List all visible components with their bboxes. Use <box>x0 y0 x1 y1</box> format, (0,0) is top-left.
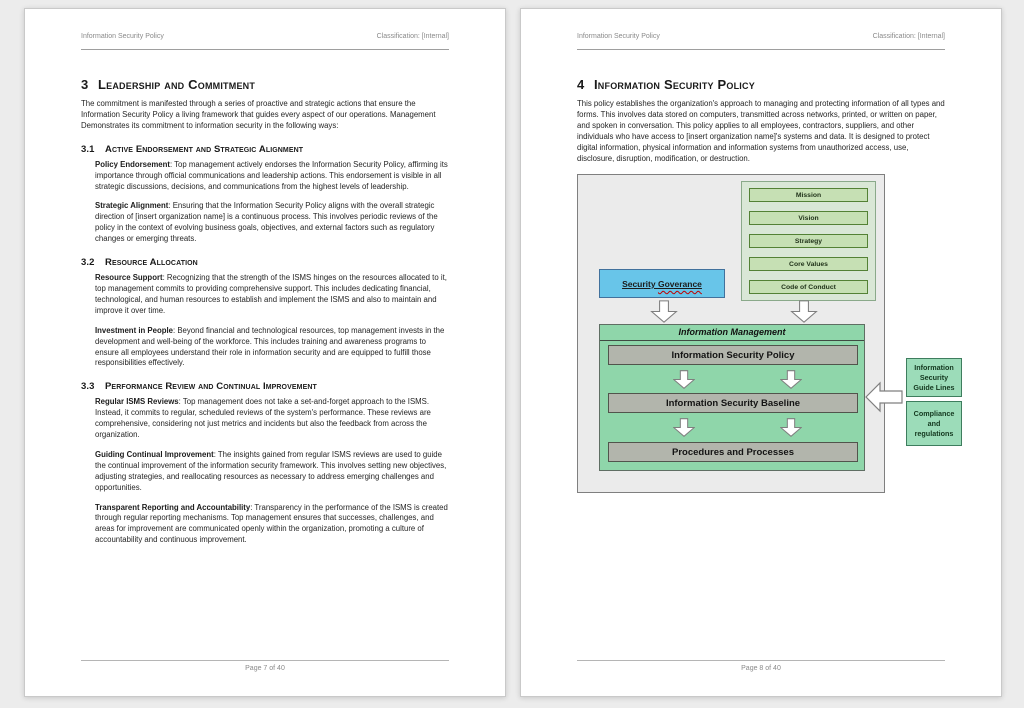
header-title: Information Security Policy <box>577 33 660 40</box>
page-body <box>81 71 449 555</box>
paragraph <box>81 450 449 494</box>
subsection-heading <box>81 381 449 392</box>
subsection-title: Performance Review and Continual Improvement <box>105 381 317 393</box>
heading-title: Information Security Policy <box>594 77 755 92</box>
subsection-title: Resource Allocation <box>105 257 198 269</box>
paragraph <box>81 273 449 317</box>
subsection-title: Active Endorsement and Strategic Alignment <box>105 143 304 155</box>
paragraph-lead: Resource Support <box>95 273 163 283</box>
mission-box: Mission <box>749 188 868 202</box>
information-management-diagram <box>577 174 963 494</box>
information-security-guidelines-box: Information Security Guide Lines <box>906 358 962 397</box>
subsection-number: 3.3 <box>81 381 95 393</box>
governance-label: Security Goverance <box>622 278 702 289</box>
paragraph-lead: Transparent Reporting and Accountability <box>95 502 251 512</box>
page-header <box>577 33 945 50</box>
compliance-and-regulations-box: Compliance and regulations <box>906 401 962 446</box>
subsection-heading <box>81 144 449 155</box>
paragraph <box>81 503 449 547</box>
intro-paragraph: The commitment is manifested through a series of proactive and strategic actions that ensure the Information Security Policy a living framework that guides every aspect of our operations. Management Demonstrates its commitment to information security in the following ways: <box>81 99 436 130</box>
document-page-7 <box>24 8 506 697</box>
page-footer <box>81 660 449 672</box>
paragraph-lead: Policy Endorsement <box>95 159 170 169</box>
paragraph-lead: Regular ISMS Reviews <box>95 397 179 407</box>
information-security-policy-box: Information Security Policy <box>608 345 858 365</box>
down-arrow-icon <box>789 300 819 323</box>
intro-paragraph: This policy establishes the organization's approach to managing and protecting information of all types and forms. This involves data stored on computers, transmitted across networks, printed, or written on paper, and spoken in conversation. This policy applies to all employees, contractors, suppliers, and other individuals who have access to [insert organization name]'s systems and data. It is designed to protect digital information, physical information and information systems from unauthorized access, use, disclosure, disruption, modification, or destruction. <box>577 99 945 163</box>
down-arrow-icon <box>780 416 802 439</box>
page-footer <box>577 660 945 672</box>
header-title: Information Security Policy <box>81 33 164 40</box>
page-body <box>577 71 955 494</box>
heading-title: Leadership and Commitment <box>98 77 256 92</box>
paragraph-text: : Beyond financial and technological resources, top management invests in the development and well-being of the workforce. This includes training and awareness programs to ensure all employees understand their role in information security and are equipped to fulfill those responsibilities effectively. <box>95 325 445 368</box>
subsection-number: 3.1 <box>81 143 95 155</box>
subsection-number: 3.2 <box>81 257 95 269</box>
paragraph-lead: Strategic Alignment <box>95 201 169 211</box>
paragraph-text: : Transparency in the performance of the ISMS is created through regular reporting mechanisms. Top management ensures that successes, challenges, and areas for improvement are communicated openly within the organization, promoting a culture of accountability and continuous improvement. <box>95 502 448 545</box>
page-number: Page 8 of 40 <box>741 665 781 672</box>
heading-number: 4 <box>577 77 585 92</box>
paragraph-text: : Recognizing that the strength of the ISMS hinges on the resources allocated to it, top management commits to providing comprehensive support. This includes dedicating financial, technological, and human resources to establish and implement the ISMS and also to maintain and improve it over time. <box>95 273 447 315</box>
document-page-8 <box>520 8 1002 697</box>
core-values-box: Core Values <box>749 257 868 271</box>
section-heading <box>577 77 945 92</box>
left-arrow-icon <box>865 380 903 414</box>
paragraph-text: : Top management does not take a set-and-forget approach to the ISMS. Instead, it commits to regular, scheduled reviews of the system's performance. These reviews are comprehensive, considering not just metrics and incidents but also the feedback from across the organization. <box>95 397 431 440</box>
misspelled-word: Goverance <box>657 278 702 289</box>
down-arrow-icon <box>780 368 802 391</box>
header-classification: Classification: [Internal] <box>376 33 449 40</box>
paragraph <box>81 397 449 441</box>
down-arrow-icon <box>673 368 695 391</box>
subsection-heading <box>81 257 449 268</box>
header-classification: Classification: [Internal] <box>872 33 945 40</box>
code-of-conduct-box: Code of Conduct <box>749 280 868 294</box>
vision-box: Vision <box>749 211 868 225</box>
strategy-panel <box>741 181 876 301</box>
heading-number: 3 <box>81 77 89 92</box>
procedures-and-processes-box: Procedures and Processes <box>608 442 858 462</box>
paragraph-lead: Guiding Continual Improvement <box>95 449 214 459</box>
down-arrow-icon <box>673 416 695 439</box>
page-header <box>81 33 449 50</box>
information-management-title: Information Management <box>600 325 864 341</box>
paragraph <box>81 160 449 193</box>
paragraph-text: : Top management actively endorses the Information Security Policy, affirming its importance through official communications and leadership actions. This endorsement is visible in all strategic discussions, decisions, and communications from the highest levels of leadership. <box>95 159 448 191</box>
information-security-baseline-box: Information Security Baseline <box>608 393 858 413</box>
paragraph-lead: Investment in People <box>95 325 173 335</box>
paragraph-text: : Ensuring that the Information Security Policy aligns with the overall strategic direction of [insert organization name] is a continuous process. This involves periodic reviews of the policy in the context of evolving business goals, objectives, and external factors such as regulatory changes or emerging threats. <box>95 201 438 244</box>
paragraph <box>81 326 449 370</box>
strategy-box: Strategy <box>749 234 868 248</box>
information-management-container <box>599 324 865 471</box>
page-number: Page 7 of 40 <box>245 665 285 672</box>
section-heading <box>81 77 449 92</box>
down-arrow-icon <box>649 300 679 323</box>
security-governance-box <box>599 269 725 298</box>
paragraph-text: : The insights gained from regular ISMS reviews are used to guide the continual improvement of the information security framework. This involves setting new objectives, adjusting strategies, and reallocating resources as necessary to address emerging challenges and opportunities. <box>95 449 447 492</box>
paragraph <box>81 201 449 245</box>
